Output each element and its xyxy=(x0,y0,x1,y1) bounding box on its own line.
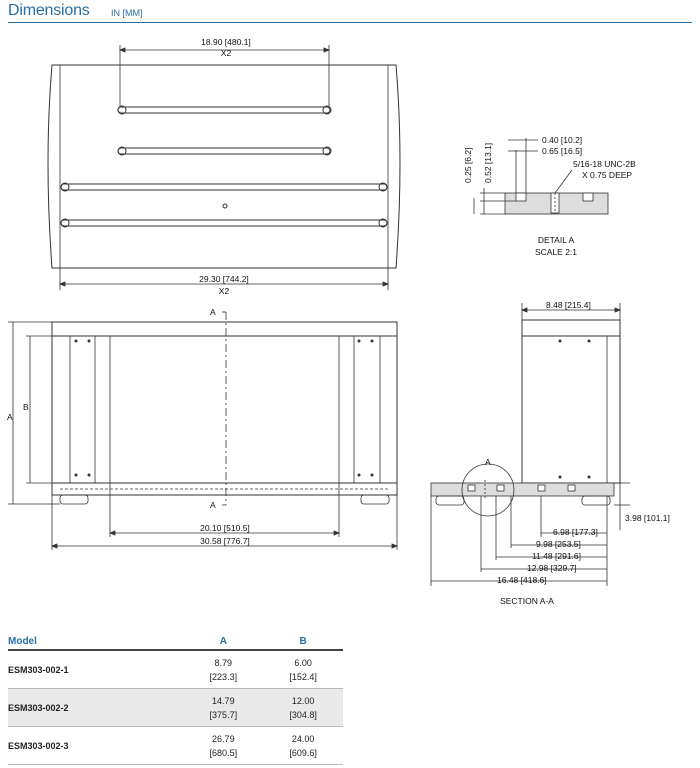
model-dimensions-table xyxy=(8,633,343,765)
detail-scale: SCALE 2:1 xyxy=(534,247,578,257)
detail-a xyxy=(463,135,636,257)
detail-dim-4: 0.65 [16.5] xyxy=(542,146,583,156)
header-model: Model xyxy=(8,633,183,650)
table-row xyxy=(8,650,343,689)
dim-b-value: 6.00 [152.4] xyxy=(263,650,343,689)
header-b: B xyxy=(263,633,343,650)
dim-outer-width: 30.58 [776.7] xyxy=(200,536,250,546)
section-dim-1: 6.98 [177.3] xyxy=(553,527,598,537)
units-label: IN [MM] xyxy=(111,8,143,18)
section-dim-4: 12.98 [329.7] xyxy=(527,563,577,573)
detail-dim-2: 0.52 [13.1] xyxy=(483,142,493,183)
detail-title: DETAIL A xyxy=(537,235,575,245)
section-mark-top: A xyxy=(210,307,216,317)
model-name: ESM303-002-3 xyxy=(8,727,183,765)
detail-dim-3: 0.40 [10.2] xyxy=(542,135,583,145)
section-mark-bottom: A xyxy=(210,500,216,510)
dim-slot-spacing: 18.90 [480.1] xyxy=(201,37,251,47)
dim-a-value: 8.79 [223.3] xyxy=(183,650,263,689)
table-row xyxy=(8,727,343,765)
table-row xyxy=(8,689,343,727)
dim-a-value: 26.79 [680.5] xyxy=(183,727,263,765)
section-dim-height: 3.98 [101.1] xyxy=(625,513,670,523)
dim-a-value: 14.79 [375.7] xyxy=(183,689,263,727)
section-dim-2: 9.98 [253.5] xyxy=(536,539,581,549)
detail-a-callout: A xyxy=(485,457,491,467)
dim-b-label: B xyxy=(23,402,29,412)
dim-b-value: 12.00 [304.8] xyxy=(263,689,343,727)
dim-inner-width: 20.10 [510.5] xyxy=(200,523,250,533)
model-name: ESM303-002-2 xyxy=(8,689,183,727)
detail-dim-1: 0.25 [6.2] xyxy=(463,147,473,183)
header-a: A xyxy=(183,633,263,650)
dim-slot-length: 29.30 [744.2] xyxy=(199,274,249,284)
section-dim-depth: 8.48 [215.4] xyxy=(546,300,591,310)
section-a-a xyxy=(431,300,670,606)
front-view xyxy=(7,307,397,550)
section-title: SECTION A-A xyxy=(500,596,554,606)
dim-slot-length-qty: X2 xyxy=(218,286,230,296)
dim-a-label: A xyxy=(7,412,13,422)
detail-thread-depth: X 0.75 DEEP xyxy=(582,170,633,180)
model-name: ESM303-002-1 xyxy=(8,650,183,689)
detail-thread: 5/16-18 UNC-2B xyxy=(573,159,636,169)
dim-b-value: 24.00 [609.6] xyxy=(263,727,343,765)
page-title: Dimensions xyxy=(8,2,90,19)
section-dim-5: 16.48 [418.6] xyxy=(497,575,547,585)
dim-slot-qty: X2 xyxy=(220,48,232,58)
section-dim-3: 11.48 [291.6] xyxy=(532,551,581,561)
table-header-row xyxy=(8,633,343,650)
top-view xyxy=(48,37,400,296)
